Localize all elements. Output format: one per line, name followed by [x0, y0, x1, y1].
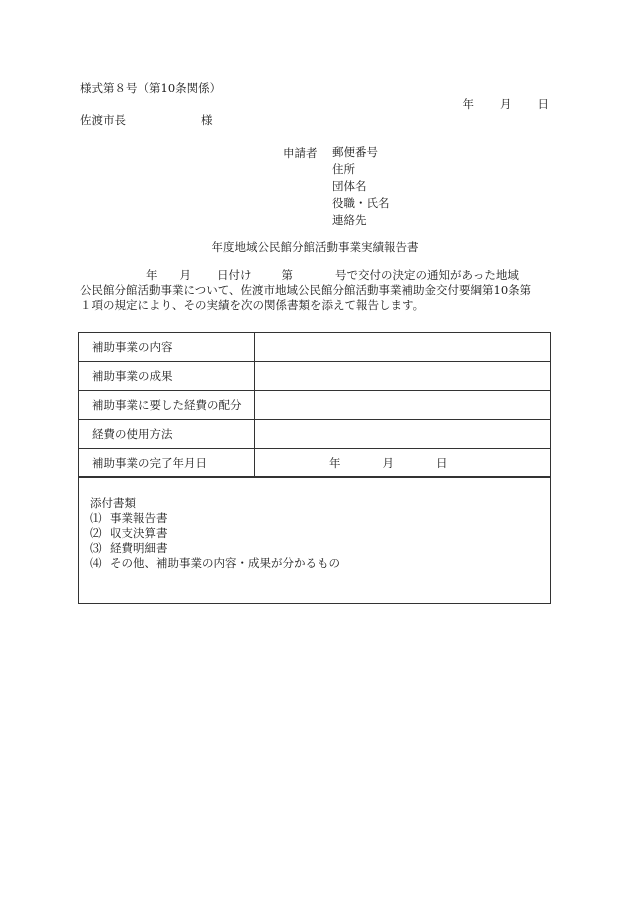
- addressee-honorific: 様: [201, 113, 213, 127]
- applicant-field-organization: 団体名: [332, 179, 367, 193]
- attachments-heading: 添付書類: [90, 496, 136, 510]
- table-row: [79, 420, 551, 449]
- completion-month: 月: [382, 456, 394, 470]
- row-value-content[interactable]: [255, 333, 551, 362]
- completion-day: 日: [436, 456, 448, 470]
- row-value-expense-allocation[interactable]: [255, 391, 551, 420]
- row-value-completion-date[interactable]: [255, 449, 551, 478]
- list-item: [90, 556, 340, 571]
- body-dai: 第: [281, 268, 293, 282]
- attachment-number: ⑴: [90, 511, 102, 525]
- applicant-field-address: 住所: [332, 162, 355, 176]
- table-row: [79, 449, 551, 478]
- completion-year: 年: [329, 456, 341, 470]
- list-item: [90, 526, 340, 541]
- attachment-text: 経費明細書: [110, 541, 168, 555]
- body-text: [80, 268, 552, 313]
- applicant-field-postal-code: 郵便番号: [332, 145, 378, 159]
- applicant-label: 申請者: [283, 146, 318, 160]
- body-line1-rest: 号で交付の決定の通知があった地域: [335, 268, 519, 282]
- body-line-2: 公民館分館活動事業について、佐渡市地域公民館分館活動事業補助金交付要綱第10条第: [80, 283, 532, 297]
- row-label-content: 補助事業の内容: [79, 333, 255, 362]
- body-month: 月: [179, 268, 191, 282]
- date-year: 年: [462, 97, 474, 111]
- row-label-results: 補助事業の成果: [79, 362, 255, 391]
- applicant-field-position-name: 役職・氏名: [332, 196, 390, 210]
- applicant-field-contact: 連絡先: [332, 213, 367, 227]
- document-title: 年度地域公民館分館活動事業実績報告書: [211, 240, 419, 254]
- attachment-text: 収支決算書: [110, 526, 168, 540]
- attachments-list: [90, 511, 340, 571]
- date-day: 日: [537, 97, 549, 111]
- body-dated: 日付け: [217, 268, 252, 282]
- body-line-3: １項の規定により、その実績を次の関係書類を添えて報告します。: [80, 298, 425, 312]
- row-value-results[interactable]: [255, 362, 551, 391]
- table-row: [79, 362, 551, 391]
- addressee-name: 佐渡市長: [80, 113, 126, 127]
- date-month: 月: [500, 97, 512, 111]
- submission-date: [463, 96, 550, 112]
- attachment-number: ⑷: [90, 556, 102, 570]
- report-items-table: [78, 332, 551, 478]
- row-label-expense-usage: 経費の使用方法: [79, 420, 255, 449]
- attachment-number: ⑶: [90, 541, 102, 555]
- attachment-text: 事業報告書: [110, 511, 168, 525]
- row-value-expense-usage[interactable]: [255, 420, 551, 449]
- list-item: [90, 541, 340, 556]
- attachment-number: ⑵: [90, 526, 102, 540]
- row-label-expense-allocation: 補助事業に要した経費の配分: [79, 391, 255, 420]
- attachment-text: その他、補助事業の内容・成果が分かるもの: [110, 556, 340, 570]
- attachments-box: [78, 476, 551, 604]
- form-number: 様式第８号（第10条関係）: [80, 81, 222, 95]
- body-year: 年: [146, 268, 158, 282]
- addressee: [80, 112, 213, 128]
- table-row: [79, 333, 551, 362]
- list-item: [90, 511, 340, 526]
- row-label-completion-date: 補助事業の完了年月日: [79, 449, 255, 478]
- table-row: [79, 391, 551, 420]
